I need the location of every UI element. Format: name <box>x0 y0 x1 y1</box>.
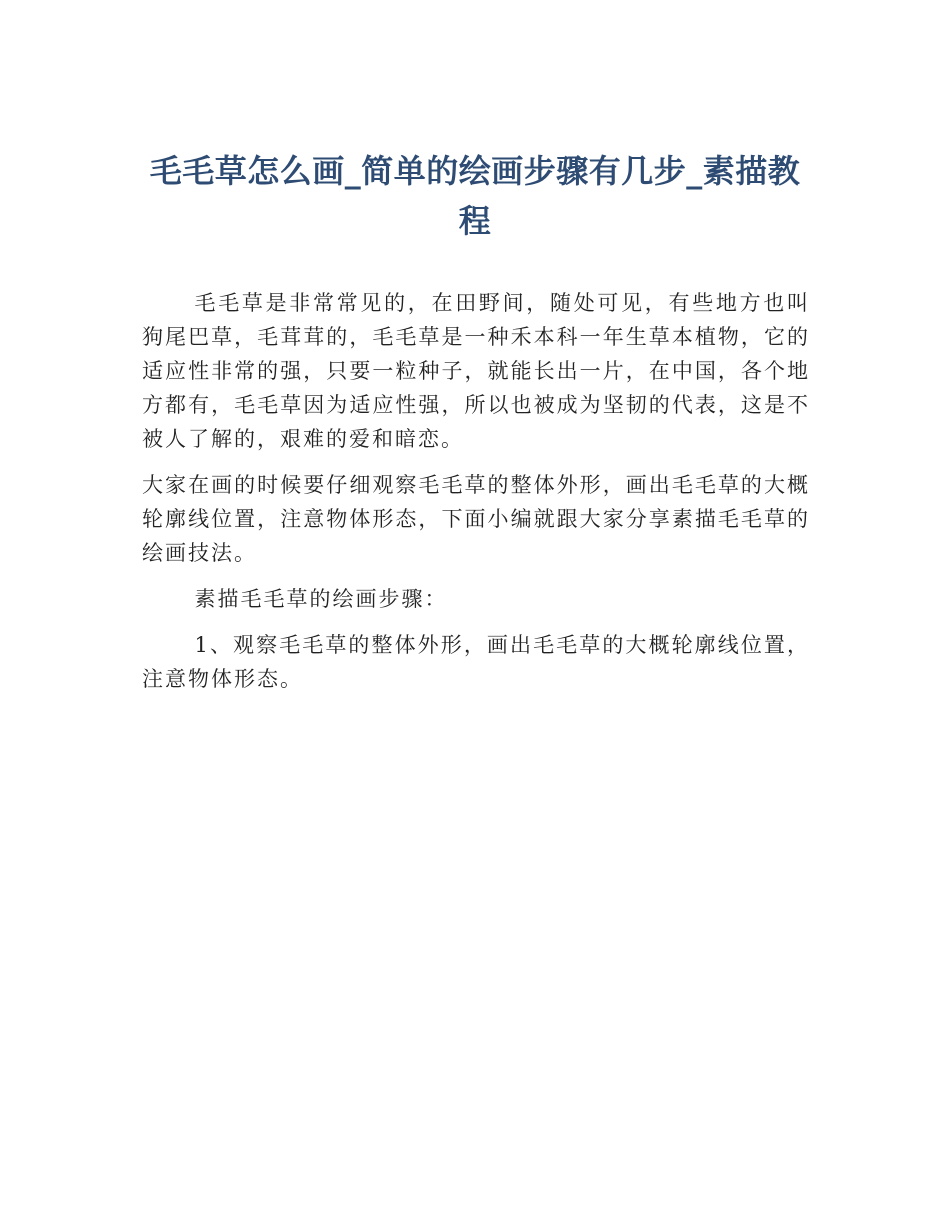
paragraph-observe: 大家在画的时候要仔细观察毛毛草的整体外形，画出毛毛草的大概轮廓线位置，注意物体形态，下面小编就跟大家分享素描毛毛草的绘画技法。 <box>142 473 810 565</box>
paragraph-step-1: 1、观察毛毛草的整体外形，画出毛毛草的大概轮廓线位置，注意物体形态。 <box>142 633 810 691</box>
document-title: 毛毛草怎么画_简单的绘画步骤有几步_素描教程 <box>149 152 801 240</box>
paragraph-intro: 毛毛草是非常常见的，在田野间，随处可见，有些地方也叫狗尾巴草，毛茸茸的，毛毛草是一种禾本科一年生草本植物，它的适应性非常的强，只要一粒种子，就能长出一片，在中国，各个地方都有，毛毛草因为适应性强，所以也被成为坚韧的代表，这是不被人了解的，艰难的爱和暗恋。 <box>142 291 810 451</box>
paragraph-steps-heading: 素描毛毛草的绘画步骤： <box>194 587 448 611</box>
document-body <box>142 286 810 708</box>
